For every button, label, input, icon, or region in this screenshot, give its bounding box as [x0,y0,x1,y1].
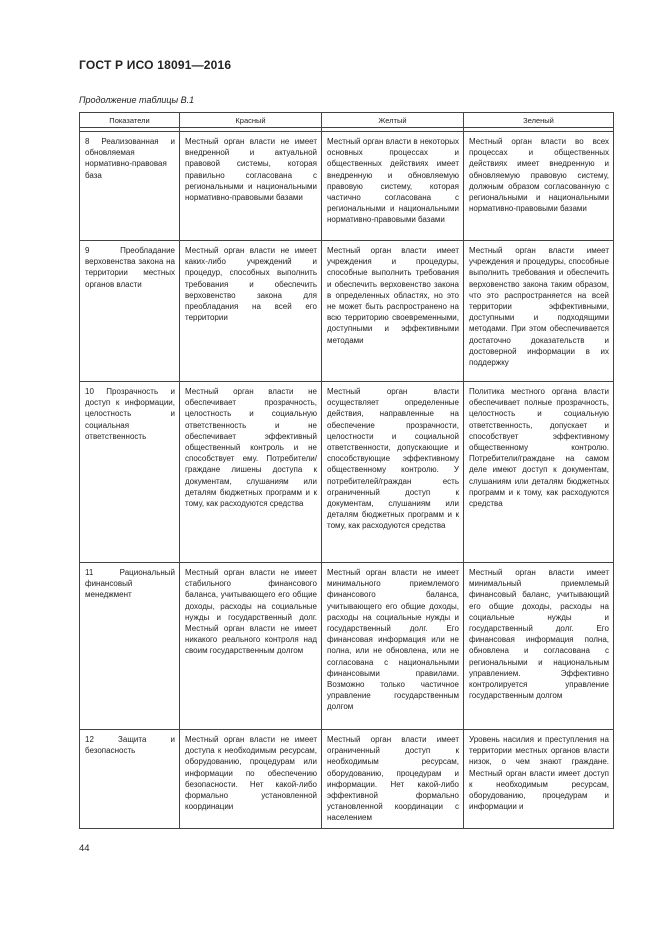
green-level-cell: Местный орган власти имеет минимальный приемлемый финансовый баланс, учитывающий его общие доходы, расходы на социальные нужды и государственный долг. Его финансовая информация полна, обновлена и согласована с региональными и национальным управлением. Эффективно контролируется управление государственным долгом [464,563,614,730]
indicator-cell: 12 Защита и безопасность [80,730,180,829]
column-header-yellow: Желтый [322,113,464,128]
yellow-level-cell: Местный орган власти не имеет минимального приемлемого финансового баланса, учитывающего его общие доходы, расходы на социальные нужды и государственный долг. Его финансовая информация или не полна, или не обновлена, или не согласована с национальными финансовыми правилами. Возможно только частичное управление государственным долгом [322,563,464,730]
document-header: ГОСТ Р ИСО 18091—2016 [79,58,232,72]
red-level-cell: Местный орган власти не имеет доступа к необходимым ресурсам, оборудованию, процедурам или информации по обеспечению безопасности. Нет какой-либо формально установленной координации [180,730,322,829]
yellow-level-cell: Местный орган власти в некоторых основных процессах и общественных действиях имеет внедренную и обновляемую правовую систему, которая частично согласована с региональными и национальными нормативно-правовыми базами [322,132,464,241]
table-row [80,132,614,241]
page-number: 44 [79,843,90,854]
yellow-level-cell: Местный орган власти имеет учреждения и процедуры, способные выполнить требования и обеспечить верховенство закона в определенных областях, но это не может быть распространено на всю территорию своевременными, доступными и эффективными методами [322,241,464,382]
table-row [80,563,614,730]
table-row [80,241,614,382]
column-header-red: Красный [180,113,322,128]
column-header-indicators: Показатели [80,113,180,128]
indicator-cell: 8 Реализованная и обновляемая нормативно-правовая база [80,132,180,241]
red-level-cell: Местный орган власти не обеспечивает прозрачность, целостность и социальную ответственность и не обеспечивает эффективный общественный контроль и не способствует ему. Потребители/граждане лишены доступа к документам, слушаниям или деталям бюджетных программ и к тому, как расходуются средства [180,382,322,563]
table-row [80,382,614,563]
table-row [80,730,614,829]
indicator-cell: 9 Преобладание верховенства закона на территории местных органов власти [80,241,180,382]
red-level-cell: Местный орган власти не имеет внедренной и актуальной правовой системы, которая правильно согласована с региональными и национальными нормативно-правовыми базами [180,132,322,241]
green-level-cell: Политика местного органа власти обеспечивает полные прозрачность, целостность и социальную ответственность, допускает и способствует эффективному общественному контролю. Потребители/граждане на самом деле имеют доступ к документам, слушаниям или деталям бюджетных программ и к тому, как расходуются средства [464,382,614,563]
green-level-cell: Местный орган власти имеет учреждения и процедуры, способные выполнить требования и обеспечить верховенство закона таким образом, что это распространяется на всей территории эффективными, доступными и подходящими методами. При этом обеспечивается достаточно доказательств и достоверной информации в их поддержку [464,241,614,382]
column-header-green: Зеленый [464,113,614,128]
red-level-cell: Местный орган власти не имеет стабильного финансового баланса, учитывающего его общие доходы, расходы на социальные нужды и государственный долг. Местный орган власти не имеет никакого реального контроля над своим государственным долгом [180,563,322,730]
indicators-table [79,112,614,829]
green-level-cell: Местный орган власти во всех процессах и общественных действиях имеет внедренную и обновляемую правовую систему, должным образом согласованную с региональными и национальными нормативно-правовыми базами [464,132,614,241]
yellow-level-cell: Местный орган власти осуществляет определенные действия, направленные на обеспечение прозрачности, целостности и социальной ответственности, допускающие и способствующие эффективному общественному контролю. У потребителей/граждан есть ограниченный доступ к документам, слушаниям или деталям бюджетных программ и к тому, как расходуются средства [322,382,464,563]
red-level-cell: Местный орган власти не имеет каких-либо учреждений и процедур, способных выполнить требования и обеспечить верховенство закона для преобладания на всей его территории [180,241,322,382]
indicator-cell: 10 Прозрачность и доступ к информации, целостность и социальная ответственность [80,382,180,563]
yellow-level-cell: Местный орган власти имеет ограниченный доступ к необходимым ресурсам, оборудованию, процедурам и информации. Нет какой-либо эффективной формально установленной координации с населением [322,730,464,829]
indicator-cell: 11 Рациональный финансовый менеджмент [80,563,180,730]
table-caption: Продолжение таблицы В.1 [79,95,195,105]
table-header-row [80,113,614,128]
green-level-cell: Уровень насилия и преступления на территории местных органов власти низок, о чем знают граждане. Местный орган власти имеет доступ к необходимым ресурсам, оборудованию, процедурам и информации и [464,730,614,829]
